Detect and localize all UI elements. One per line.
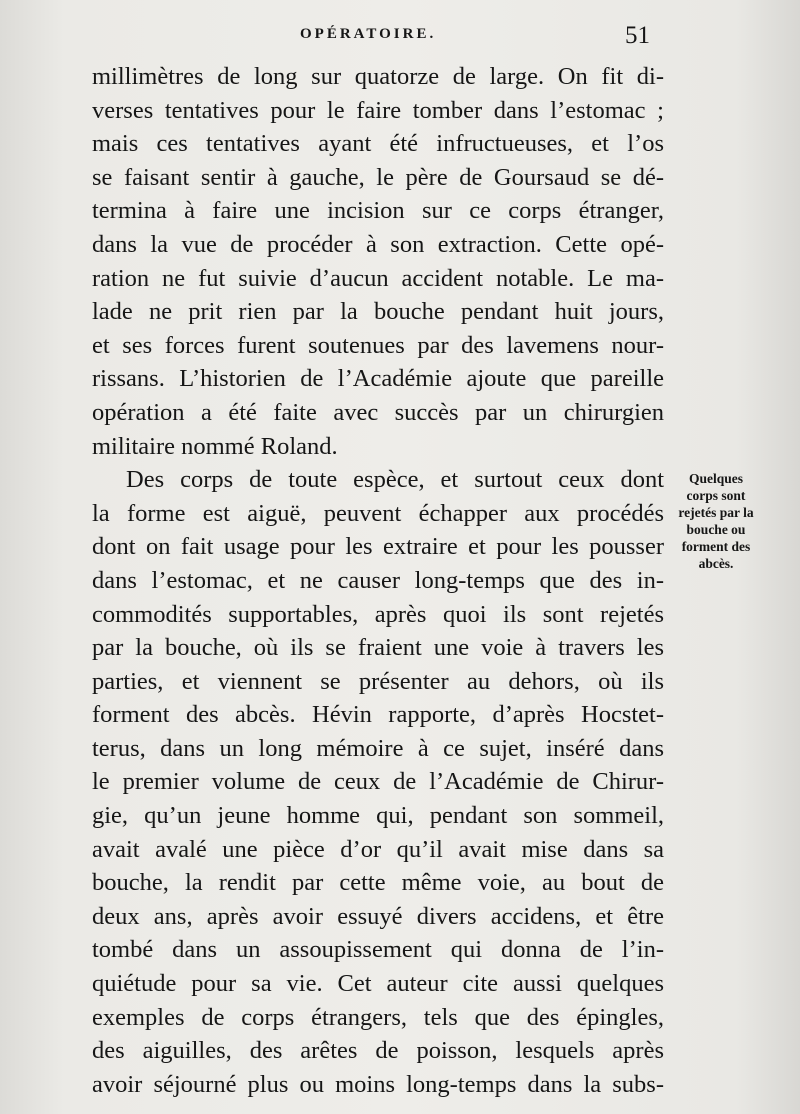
text-line: terus, dans un long mémoire à ce sujet, inséré dans <box>92 734 664 762</box>
text-line-paragraph-start: Des corps de toute espèce, et surtout ceux dont <box>126 466 664 494</box>
text-line: rissans. L’historien de l’Académie ajoute que pareille <box>92 365 664 393</box>
margin-note-line: rejetés par la <box>678 505 754 520</box>
text-line: ration ne fut suivie d’aucun accident notable. Le ma- <box>92 264 664 292</box>
text-line: exemples de corps étrangers, tels que des épingles, <box>92 1003 664 1031</box>
text-line: avoir séjourné plus ou moins long-temps dans la subs- <box>92 1070 664 1098</box>
text-line-paragraph-end: militaire nommé Roland. <box>92 432 338 460</box>
text-line: dont on fait usage pour les extraire et pour les pousser <box>92 533 664 561</box>
text-line: commodités supportables, après quoi ils sont rejetés <box>92 600 664 628</box>
margin-note <box>666 470 766 572</box>
text-line: dans l’estomac, et ne causer long-temps que des in- <box>92 566 664 594</box>
margin-note-line: corps sont <box>686 488 746 503</box>
page-number: 51 <box>625 22 650 49</box>
text-line: tombé dans un assoupissement qui donna de l’in- <box>92 936 664 964</box>
margin-note-line: Quelques <box>688 471 743 486</box>
text-line: lade ne prit rien par la bouche pendant huit jours, <box>92 298 664 326</box>
text-line: parties, et viennent se présenter au dehors, où ils <box>92 667 664 695</box>
margin-note-line: forment des <box>681 539 751 554</box>
margin-note-line: bouche ou <box>686 522 746 537</box>
text-line: dans la vue de procéder à son extraction. Cette opé- <box>92 230 664 258</box>
text-line: forment des abcès. Hévin rapporte, d’après Hocstet- <box>92 701 664 729</box>
text-line: verses tentatives pour le faire tomber dans l’estomac ; <box>92 96 664 124</box>
text-line: et ses forces furent soutenues par des lavemens nour- <box>92 331 664 359</box>
text-line: millimètres de long sur quatorze de large. On fit di- <box>92 63 664 90</box>
body-text <box>92 60 664 1101</box>
running-head: OPÉRATOIRE. <box>300 26 437 42</box>
text-line: se faisant sentir à gauche, le père de Goursaud se dé- <box>92 163 664 191</box>
text-line: quiétude pour sa vie. Cet auteur cite aussi quelques <box>92 970 664 998</box>
text-line: avait avalé une pièce d’or qu’il avait mise dans sa <box>92 835 664 863</box>
text-line: gie, qu’un jeune homme qui, pendant son sommeil, <box>92 802 664 830</box>
text-line: deux ans, après avoir essuyé divers accidens, et être <box>92 902 664 930</box>
text-line: le premier volume de ceux de l’Académie de Chirur- <box>92 768 664 796</box>
text-line: opération a été faite avec succès par un chirurgien <box>92 398 664 426</box>
text-line: par la bouche, où ils se fraient une voie à travers les <box>92 634 664 662</box>
text-line: termina à faire une incision sur ce corps étranger, <box>92 197 664 225</box>
text-line: la forme est aiguë, peuvent échapper aux procédés <box>92 499 664 527</box>
text-line: bouche, la rendit par cette même voie, au bout de <box>92 869 664 897</box>
text-line: des aiguilles, des arêtes de poisson, lesquels après <box>92 1037 664 1065</box>
text-line: mais ces tentatives ayant été infructueuses, et l’os <box>92 130 664 158</box>
margin-note-line: abcès. <box>698 556 734 571</box>
